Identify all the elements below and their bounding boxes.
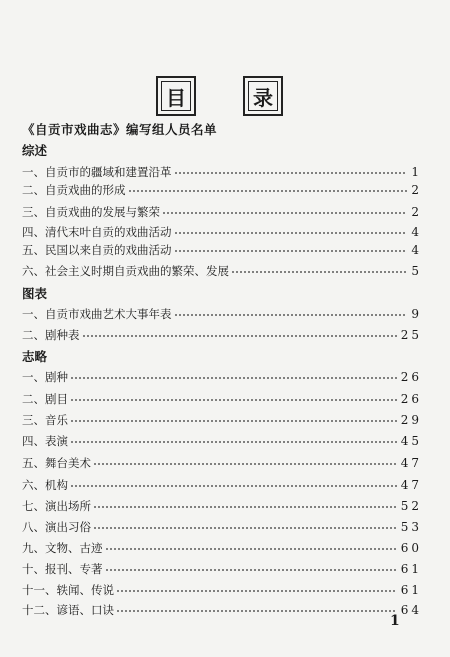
toc-entry[interactable] — [22, 601, 422, 617]
toc-entry[interactable] — [22, 539, 422, 555]
section-label-charts: 图表 — [22, 286, 48, 301]
toc-entry-page: 60 — [400, 541, 422, 555]
toc-entry-text: 二、剧种表 — [22, 328, 80, 342]
dot-leader — [128, 189, 408, 193]
dot-leader — [70, 398, 397, 402]
toc-entry[interactable] — [22, 241, 422, 257]
toc-entry-text: 四、表演 — [22, 434, 68, 448]
toc-entry-text: 十二、谚语、口诀 — [22, 603, 114, 617]
toc-entry[interactable] — [22, 326, 422, 342]
toc-entry-text: 四、清代末叶自贡的戏曲活动 — [22, 225, 172, 239]
toc-entry-page: 61 — [400, 562, 422, 576]
editorial-group-heading: 《自贡市戏曲志》编写组人员名单 — [22, 122, 218, 137]
toc-entry[interactable] — [22, 411, 422, 427]
dot-leader — [174, 249, 408, 253]
dot-leader — [174, 313, 408, 317]
toc-entry[interactable] — [22, 432, 422, 448]
dot-leader — [162, 211, 407, 215]
toc-entry-text: 一、自贡市戏曲艺术大事年表 — [22, 307, 172, 321]
toc-entry-text: 五、民国以来自贡的戏曲活动 — [22, 243, 172, 257]
toc-entry[interactable] — [22, 497, 422, 513]
page-number: 1 — [390, 613, 400, 629]
title-char-left: 目 — [166, 85, 186, 110]
toc-entry-page: 2 — [411, 205, 422, 219]
toc-entry-page: 64 — [400, 603, 422, 617]
dot-leader — [174, 171, 408, 175]
toc-entry-text: 三、音乐 — [22, 413, 68, 427]
toc-entry[interactable] — [22, 518, 422, 534]
toc-entry-text: 一、剧种 — [22, 370, 68, 384]
dot-leader — [93, 505, 397, 509]
dot-leader — [174, 231, 408, 235]
toc-entry-page: 2 — [411, 183, 422, 197]
toc-entry-text: 十、报刊、专著 — [22, 562, 103, 576]
toc-entry[interactable] — [22, 560, 422, 576]
toc-entry[interactable] — [22, 203, 422, 219]
dot-leader — [93, 526, 397, 530]
title-char-right: 录 — [253, 85, 273, 110]
toc-entry-page: 52 — [400, 499, 422, 513]
toc-entry-text: 七、演出场所 — [22, 499, 91, 513]
toc-entry-text: 八、演出习俗 — [22, 520, 91, 534]
dot-leader — [70, 419, 397, 423]
toc-entry-text: 二、自贡戏曲的形成 — [22, 183, 126, 197]
dot-leader — [231, 270, 407, 274]
toc-entry-text: 六、社会主义时期自贡戏曲的繁荣、发展 — [22, 264, 229, 278]
toc-entry[interactable] — [22, 163, 422, 179]
toc-entry-text: 五、舞台美术 — [22, 456, 91, 470]
toc-entry[interactable] — [22, 454, 422, 470]
toc-entry[interactable] — [22, 181, 422, 197]
toc-entry[interactable] — [22, 476, 422, 492]
toc-entry-page: 47 — [400, 478, 422, 492]
toc-entry-text: 二、剧目 — [22, 392, 68, 406]
toc-entry[interactable] — [22, 581, 422, 597]
toc-title — [0, 76, 450, 120]
toc-entry-page: 4 — [411, 243, 422, 257]
toc-entry[interactable] — [22, 390, 422, 406]
toc-entry[interactable] — [22, 368, 422, 384]
toc-entry-text: 六、机构 — [22, 478, 68, 492]
toc-entry-page: 45 — [400, 434, 422, 448]
dot-leader — [70, 376, 397, 380]
toc-entry-page: 1 — [411, 165, 422, 179]
toc-entry-page: 47 — [400, 456, 422, 470]
dot-leader — [70, 440, 397, 444]
dot-leader — [116, 609, 397, 613]
toc-entry-text: 三、自贡戏曲的发展与繁荣 — [22, 205, 160, 219]
dot-leader — [70, 484, 397, 488]
title-box-left — [156, 76, 196, 116]
toc-entry-text: 一、自贡市的疆域和建置沿革 — [22, 165, 172, 179]
toc-entry-page: 9 — [411, 307, 422, 321]
dot-leader — [105, 547, 397, 551]
toc-entry-page: 26 — [400, 392, 422, 406]
dot-leader — [82, 334, 397, 338]
toc-entry[interactable] — [22, 223, 422, 239]
toc-entry-text: 九、文物、古迹 — [22, 541, 103, 555]
dot-leader — [93, 462, 397, 466]
toc-entry[interactable] — [22, 262, 422, 278]
toc-entry-page: 29 — [400, 413, 422, 427]
dot-leader — [105, 568, 397, 572]
toc-entry-page: 53 — [400, 520, 422, 534]
section-label-overview: 综述 — [22, 143, 48, 158]
toc-entry-page: 26 — [400, 370, 422, 384]
toc-entry[interactable] — [22, 305, 422, 321]
toc-entry-text: 十一、轶闻、传说 — [22, 583, 114, 597]
toc-entry-page: 25 — [400, 328, 422, 342]
title-box-right — [243, 76, 283, 116]
dot-leader — [116, 589, 397, 593]
toc-entry-page: 61 — [400, 583, 422, 597]
toc-entry-page: 4 — [411, 225, 422, 239]
toc-entry-page: 5 — [411, 264, 422, 278]
section-label-records: 志略 — [22, 349, 48, 364]
